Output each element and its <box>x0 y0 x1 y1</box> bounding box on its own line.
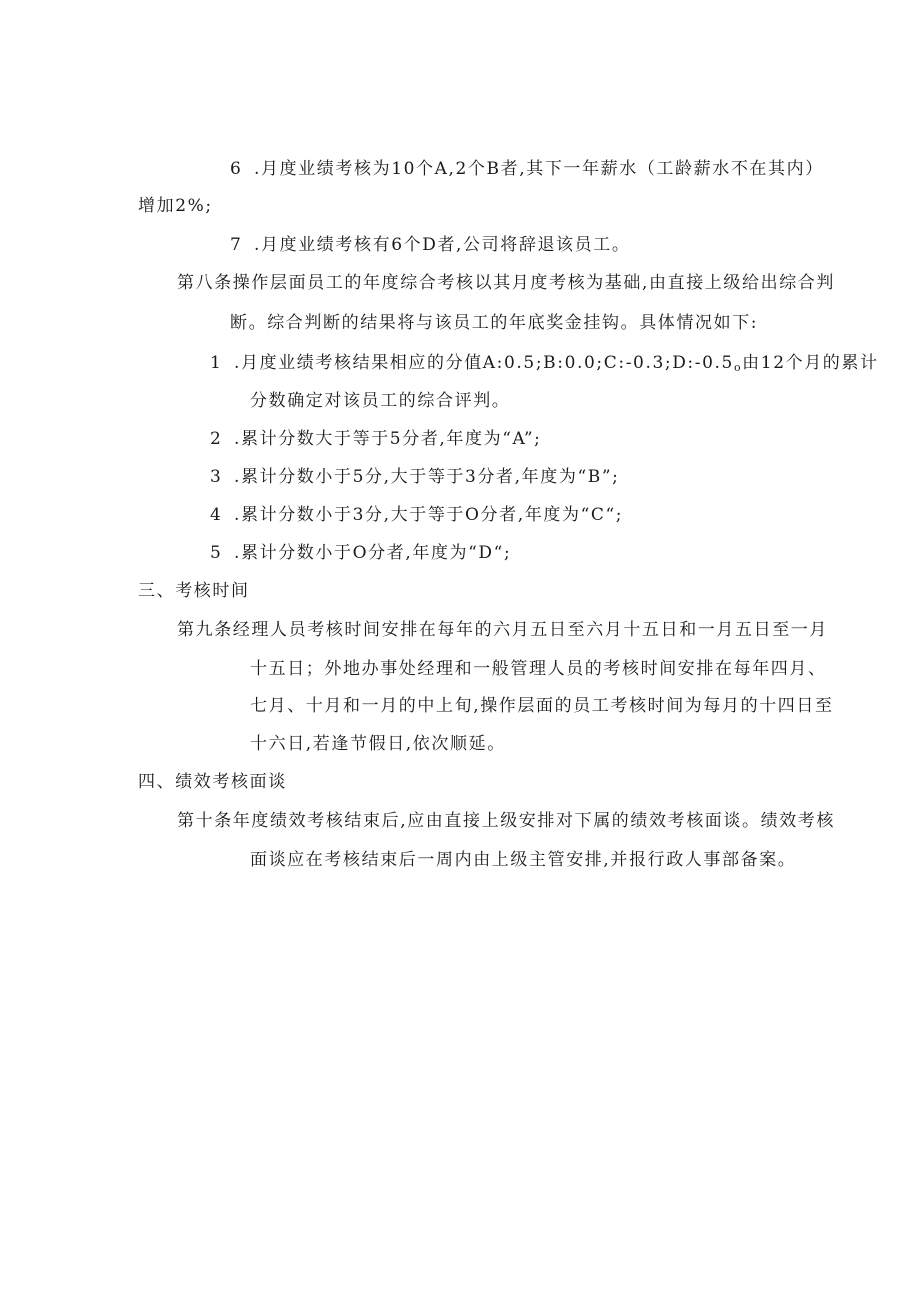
item-text: .累计分数小于O分者,年度为“D“; <box>234 543 512 563</box>
item-number: 5 <box>210 543 223 563</box>
section4-heading: 四、绩效考核面谈 <box>138 772 287 792</box>
article9-line4: 十六日,若逢节假日,依次顺延。 <box>250 734 506 754</box>
article10-line2: 面谈应在考核结束后一周内由上级主管安排,并报行政人事部备案。 <box>250 850 797 870</box>
item-subscript: o <box>733 361 743 374</box>
item-text: .累计分数小于5分,大于等于3分者,年度为“B”; <box>234 467 620 487</box>
article9-line2: 十五日；外地办事处经理和一般管理人员的考核时间安排在每年四月、 <box>250 659 827 679</box>
item-number: 6 <box>230 159 243 179</box>
article8-line2: 断。综合判断的结果将与该员工的年底奖金挂钩。具体情况如下: <box>230 313 759 333</box>
item-text: .月度业绩考核有6个D者,公司将辞退该员工。 <box>254 235 631 255</box>
item-text-tail: 由12个月的累计 <box>742 353 879 373</box>
item6-line2: 增加2%; <box>138 196 213 216</box>
article9-line3: 七月、十月和一月的中上旬,操作层面的员工考核时间为每月的十四日至 <box>250 696 834 716</box>
item-text: .月度业绩考核为10个A,2个B者,其下一年薪水（工龄薪水不在其内） <box>254 159 824 179</box>
item7-line <box>230 234 630 256</box>
item-number: 1 <box>210 353 223 373</box>
a8-item4-line <box>210 504 623 526</box>
a8-item1-line1 <box>210 352 879 379</box>
item-number: 4 <box>210 505 223 525</box>
article10-line1: 第十条年度绩效考核结束后,应由直接上级安排对下属的绩效考核面谈。绩效考核 <box>177 811 836 831</box>
a8-item1-line2: 分数确定对该员工的综合评判。 <box>250 391 511 411</box>
a8-item3-line <box>210 466 619 488</box>
item-text: .月度业绩考核结果相应的分值A:0.5;B:0.0;C:-0.3;D:-0.5 <box>234 353 734 373</box>
a8-item5-line <box>210 542 511 564</box>
item6-line1 <box>230 158 824 180</box>
item-number: 2 <box>210 429 223 449</box>
item-number: 3 <box>210 467 223 487</box>
section3-heading: 三、考核时间 <box>138 581 250 601</box>
a8-item2-line <box>210 428 542 450</box>
item-text: .累计分数大于等于5分者,年度为“A”; <box>234 429 542 449</box>
item-number: 7 <box>230 235 243 255</box>
article9-line1: 第九条经理人员考核时间安排在每年的六月五日至六月十五日和一月五日至一月 <box>177 620 828 640</box>
item-text: .累计分数小于3分,大于等于O分者,年度为“C“; <box>234 505 624 525</box>
article8-line1: 第八条操作层面员工的年度综合考核以其月度考核为基础,由直接上级给出综合判 <box>177 273 836 293</box>
